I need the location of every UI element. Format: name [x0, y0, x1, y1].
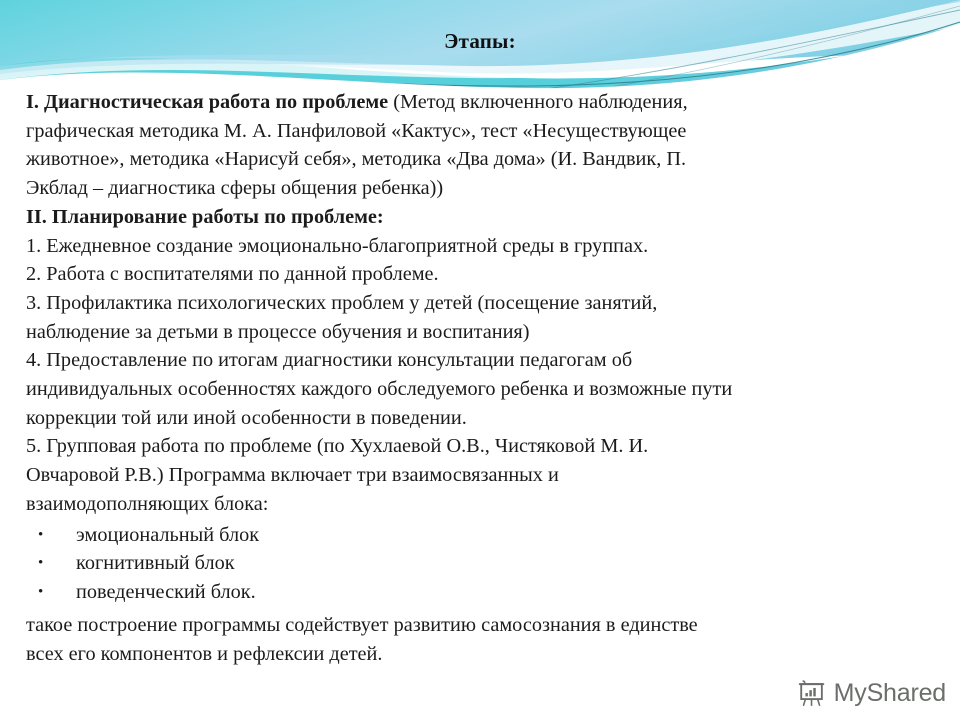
slide-body [26, 88, 944, 668]
section-two-item-6: коррекции той или иной особенности в поведении. [26, 406, 467, 429]
watermark-label: MyShared [833, 678, 946, 707]
list-item [26, 521, 944, 550]
presentation-chart-icon [797, 678, 827, 708]
list-item-label: поведенческий блок. [76, 580, 256, 603]
section-two-item-9: взаимодополняющих блока: [26, 492, 269, 515]
section-two-item-8: Овчаровой Р.В.) Программа включает три взаимосвязанных и [26, 464, 559, 487]
closing-paragraph [26, 611, 944, 668]
section-one-line-3: Экблад – диагностика сферы общения ребенка)) [26, 177, 444, 200]
list-item [26, 549, 944, 578]
bullet-icon: • [38, 555, 44, 572]
section-two-item-0: 1. Ежедневное создание эмоционально-благоприятной среды в группах. [26, 234, 649, 257]
block-list [26, 521, 944, 607]
section-two-item-4: 4. Предоставление по итогам диагностики консультации педагогам об [26, 349, 633, 372]
section-two-item-3: наблюдение за детьми в процессе обучения и воспитания) [26, 320, 530, 343]
closing-line-0: такое построение программы содействует развитию самосознания в единстве [26, 614, 698, 637]
closing-line-1: всех его компонентов и рефлексии детей. [26, 642, 383, 665]
section-one-first-line [26, 88, 944, 117]
bullet-icon: • [38, 526, 44, 543]
section-two-heading: II. Планирование работы по проблеме: [26, 205, 384, 228]
section-one-heading: I. Диагностическая работа по проблеме [26, 91, 389, 113]
bullet-icon: • [38, 583, 44, 600]
list-item-label: когнитивный блок [76, 552, 235, 575]
list-item-label: эмоциональный блок [76, 523, 260, 546]
myshared-watermark [797, 678, 946, 708]
section-two-item-1: 2. Работа с воспитателями по данной проблеме. [26, 263, 439, 286]
section-one-line-2: животное», методика «Нарисуй себя», методика «Два дома» (И. Вандвик, П. [26, 148, 687, 171]
slide-title: Этапы: [444, 29, 516, 53]
section-two-item-2: 3. Профилактика психологических проблем у детей (посещение занятий, [26, 291, 658, 314]
section-one-line-0: (Метод включенного наблюдения, [388, 91, 688, 113]
section-two-item-5: индивидуальных особенностях каждого обследуемого ребенка и возможные пути [26, 378, 733, 401]
section-two-item-7: 5. Групповая работа по проблеме (по Хухлаевой О.В., Чистяковой М. И. [26, 435, 649, 458]
list-item [26, 578, 944, 607]
section-one-line-1: графическая методика М. А. Панфиловой «Кактус», тест «Несуществующее [26, 119, 687, 142]
